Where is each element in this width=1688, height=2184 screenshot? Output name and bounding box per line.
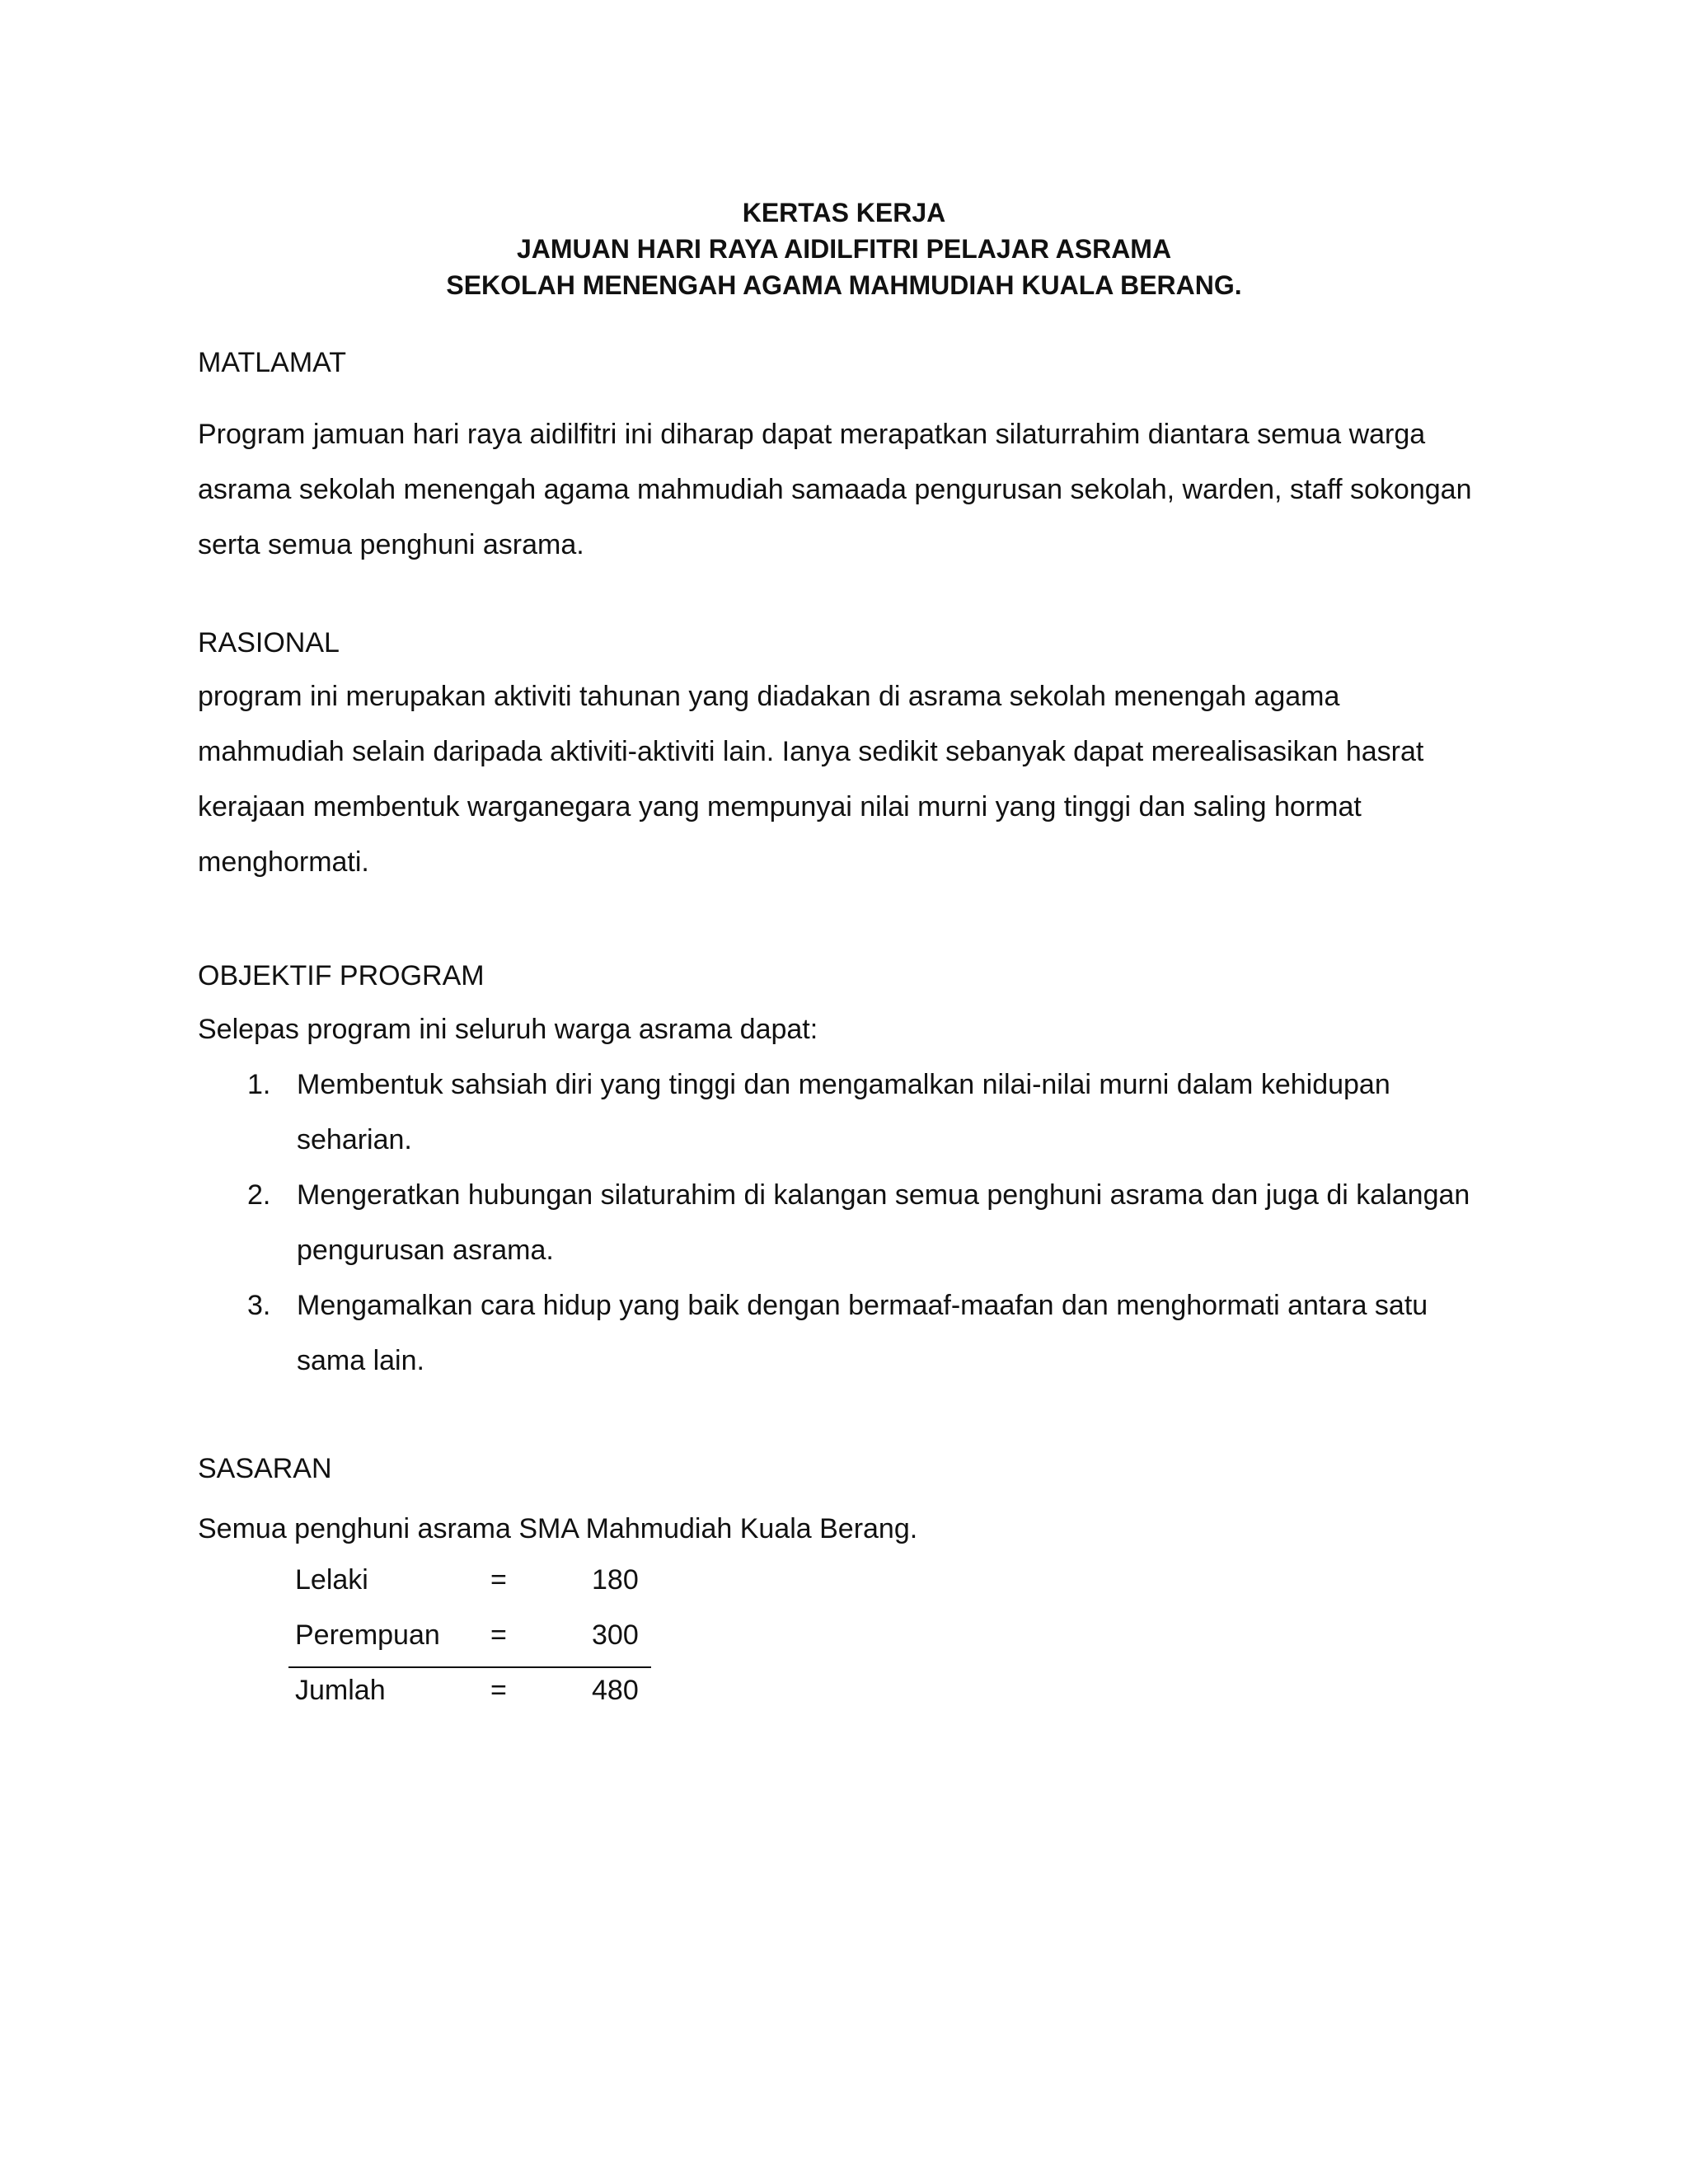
paragraph-line: Program jamuan hari raya aidilfitri ini diharap dapat merapatkan silaturrahim diantara semua warga <box>198 419 1426 450</box>
table-cell-equals: = <box>490 1619 507 1651</box>
list-item-line: Membentuk sahsiah diri yang tinggi dan mengamalkan nilai-nilai murni dalam kehidupan <box>297 1069 1390 1100</box>
table-row-total <box>288 1666 651 1722</box>
list-item-line: seharian. <box>297 1124 412 1155</box>
paragraph-line: asrama sekolah menengah agama mahmudiah samaada pengurusan sekolah, warden, staff sokongan <box>198 474 1472 505</box>
paragraph-line: Selepas program ini seluruh warga asrama dapat: <box>198 1014 818 1045</box>
sasaran-table <box>288 1556 651 1722</box>
total-divider <box>288 1666 651 1668</box>
list-item <box>198 1168 1517 1278</box>
paragraph-line: serta semua penghuni asrama. <box>198 529 584 560</box>
matlamat-paragraph <box>198 407 1484 573</box>
list-item-number: 2. <box>247 1179 271 1211</box>
sasaran-intro <box>198 1502 1484 1557</box>
objektif-heading: OBJEKTIF PROGRAM <box>198 960 485 991</box>
table-cell-label: Perempuan <box>295 1619 440 1651</box>
table-cell-value: 300 <box>592 1619 639 1651</box>
document-title <box>0 194 1688 303</box>
sasaran-heading: SASARAN <box>198 1453 332 1484</box>
paragraph-line: kerajaan membentuk warganegara yang mempunyai nilai murni yang tinggi dan saling hormat <box>198 791 1362 823</box>
matlamat-heading: MATLAMAT <box>198 347 347 378</box>
table-cell-label: Lelaki <box>295 1564 368 1596</box>
list-item-line: pengurusan asrama. <box>297 1235 554 1266</box>
list-item-line: Mengeratkan hubungan silaturahim di kalangan semua penghuni asrama dan juga di kalangan <box>297 1179 1470 1211</box>
rasional-paragraph <box>198 669 1484 890</box>
table-cell-value: 180 <box>592 1564 639 1596</box>
rasional-heading: RASIONAL <box>198 627 340 658</box>
paragraph-line: mahmudiah selain daripada aktiviti-aktiviti lain. Ianya sedikit sebanyak dapat merealisasikan hasrat <box>198 736 1424 767</box>
list-item-number: 3. <box>247 1290 271 1321</box>
paragraph-line: Semua penghuni asrama SMA Mahmudiah Kuala Berang. <box>198 1513 918 1544</box>
list-item <box>198 1057 1517 1168</box>
table-row <box>288 1611 651 1666</box>
paragraph-line: menghormati. <box>198 846 369 878</box>
list-item-line: Mengamalkan cara hidup yang baik dengan bermaaf-maafan dan menghormati antara satu <box>297 1290 1428 1321</box>
objektif-list <box>198 1057 1517 1389</box>
title-line-1: KERTAS KERJA <box>742 198 946 227</box>
paragraph-line: program ini merupakan aktiviti tahunan yang diadakan di asrama sekolah menengah agama <box>198 681 1340 712</box>
table-cell-label: Jumlah <box>295 1675 386 1706</box>
title-line-3: SEKOLAH MENENGAH AGAMA MAHMUDIAH KUALA BERANG. <box>446 270 1242 300</box>
table-cell-equals: = <box>490 1675 507 1706</box>
list-item-number: 1. <box>247 1069 271 1100</box>
table-cell-value: 480 <box>592 1675 639 1706</box>
list-item <box>198 1278 1517 1389</box>
list-item-line: sama lain. <box>297 1345 424 1376</box>
table-cell-equals: = <box>490 1564 507 1596</box>
title-line-2: JAMUAN HARI RAYA AIDILFITRI PELAJAR ASRAMA <box>516 234 1172 264</box>
table-row <box>288 1556 651 1611</box>
objektif-intro <box>198 1002 1484 1057</box>
